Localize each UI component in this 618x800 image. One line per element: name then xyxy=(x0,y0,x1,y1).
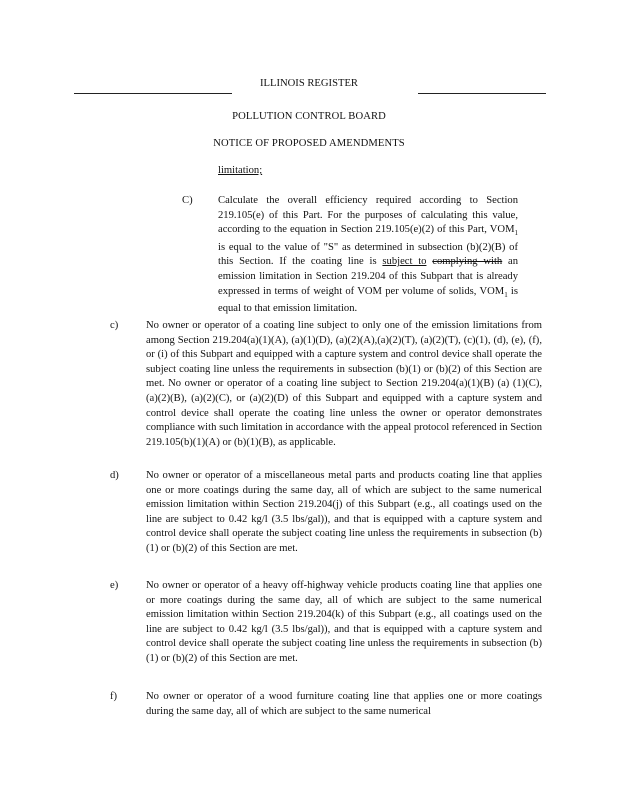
item-d-paragraph: No owner or operator of a miscellaneous metal parts and products coating line that applies one or more coatings during the same day, all of which are subject to the same numerical emission limitation within Section 219.204(j) of this Subpart (e.g., all coatings used on the line are subject to 0.42 kg/l (3.5 lbs/gal)), and that is equipped with a capture system and control device shall operate the subject coating line unless the requirements in subsection (b)(1) or (b)(2) of this Section are met. xyxy=(146,470,542,554)
item-e-label: e) xyxy=(110,580,119,591)
item-C-label: C) xyxy=(182,195,193,206)
inserted-text: subject to xyxy=(382,256,427,268)
board-title: POLLUTION CONTROL BOARD xyxy=(232,111,386,122)
header-rule-left xyxy=(74,93,232,94)
item-c-label: c) xyxy=(110,320,119,331)
item-f-paragraph: No owner or operator of a wood furniture coating line that applies one or more coatings during the same day, all of which are subject to the same numerical xyxy=(146,691,542,717)
register-title: ILLINOIS REGISTER xyxy=(260,78,358,89)
notice-title: NOTICE OF PROPOSED AMENDMENTS xyxy=(213,138,405,149)
continued-fragment xyxy=(218,164,262,179)
item-c-paragraph: No owner or operator of a coating line subject to only one of the emission limitations from among Section 219.204(a)(1)(A), (a)(1)(D), (a)(2)(A),(a)(2)(T), (a)(2)(T), (c)(1), (d), (e), (f), or (i) of this Subpart and equipped with a capture system and control device shall operate the subject coating line unless the requirements in subsection (b)(1) or (b)(2) of this Section are met. No owner or operator of a coating line subject to Section 219.204(a)(1)(B) (a) (1)(C), (a)(2)(B), (a)(2)(C), or (a)(2)(D) of this Subpart and equipped with a capture system and control device shall operate the coating line unless the owner or operator demonstrates compliance with such limitation in accordance with the appeal protocol referenced in Section 219.105(b)(1)(A) or (b)(1)(B), as applicable. xyxy=(146,320,542,448)
item-f-label: f) xyxy=(110,691,118,702)
item-C-paragraph xyxy=(218,194,518,317)
item-C-text: Calculate the overall efficiency required according to Section 219.105(e) of this Part. For the purposes of calculating this value, according to the equation in Section 219.105(e)(2) of this Part, $VOM_1$ is equal to the value of "S" as determined in subsection (b)(2)(B) of this Section. If the coating line is subject to complying with an emission limitation in Section 219.204 of this Subpart that is already expressed in terms of weight of VOM per volume of solids, $VOM_1$ is equal to that emission limitation. xyxy=(218,195,518,315)
fragment-text: limitation; xyxy=(218,165,263,176)
header-rule-right xyxy=(418,93,546,94)
deleted-text: complying with xyxy=(432,256,503,268)
item-d-label: d) xyxy=(110,470,119,481)
item-e-paragraph: No owner or operator of a heavy off-highway vehicle products coating line that applies one or more coatings during the same day, all of which are subject to the same numerical emission limitation within Section 219.204(k) of this Subpart (e.g., all coatings used on the line are subject to 0.42 kg/l (3.5 lbs/gal)), and that is equipped with a capture system and control device shall operate the subject coating line unless the requirements in subsection (b)(1) or (b)(2) of this Section are met. xyxy=(146,580,542,664)
